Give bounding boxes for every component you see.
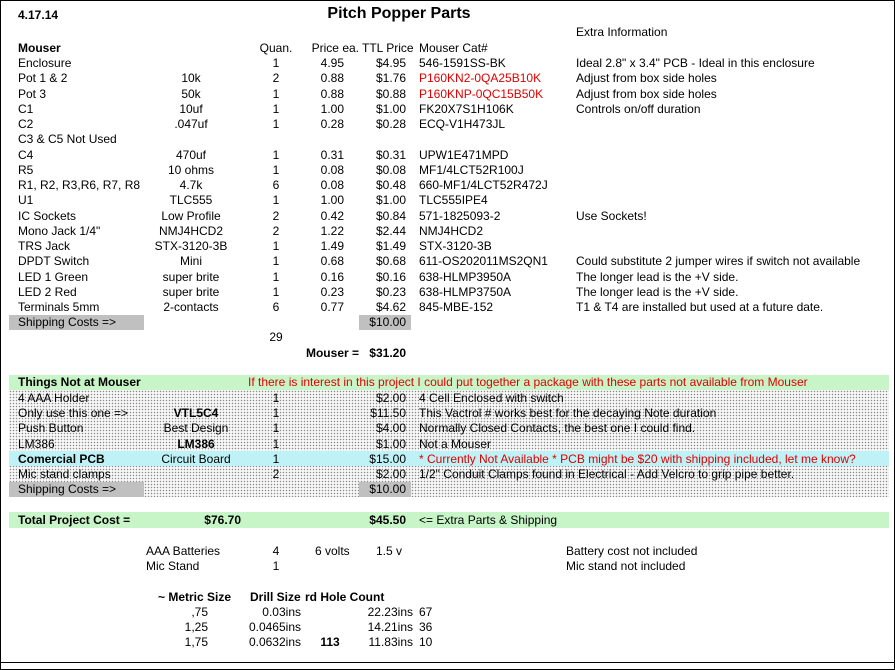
other-part-value: Circuit Board [161,452,231,466]
part-value: Mini [179,254,203,268]
part-value: 10 ohms [167,163,215,177]
part-quantity: 1 [272,239,280,253]
part-price-each: 0.68 [320,254,344,268]
other-part-quantity: 2 [272,467,280,481]
part-extra-info: The longer lead is the +V side. [576,270,739,284]
other-part-description: 1/2" Conduit Clamps found in Electrical - Add Velcro to grip pipe better. [419,467,795,481]
other-part-quantity: 1 [272,391,280,405]
total-price-column-header: TTL Price [362,41,414,55]
part-catalog-number: TLC555IPE4 [419,193,488,207]
extra-item-name: AAA Batteries [146,544,221,558]
drill-header-hole-count: rd Hole Count [305,590,385,604]
part-name: DPDT Switch [18,254,90,268]
part-catalog-number: MF1/4LCT52R100J [419,163,524,177]
part-quantity: 1 [272,285,280,299]
part-catalog-number: UPW1E471MPD [419,148,509,162]
quantity-sum: 29 [269,330,283,344]
other-part-description: * Currently Not Available * PCB might be $20 with shipping included, let me know? [419,452,856,466]
part-catalog-number: 571-1825093-2 [419,209,501,223]
extra-info-label: Extra Information [576,25,668,39]
part-price-each: 0.28 [320,117,344,131]
part-value: 10uf [179,102,203,116]
part-price-each: 0.08 [320,178,344,192]
drill-header-drill-size: Drill Size [250,590,301,604]
part-value: 10k [181,71,201,85]
part-name: U1 [18,193,34,207]
part-name: Pot 3 [18,87,47,101]
part-name: Pot 1 & 2 [18,71,68,85]
part-value: 4.7k [179,178,203,192]
part-name: LED 2 Red [18,285,77,299]
part-name: Mono Jack 1/4" [18,224,101,238]
part-total-price: $1.00 [375,102,406,116]
part-name: R5 [18,163,34,177]
part-extra-info: Adjust from box side holes [576,87,717,101]
part-quantity: 6 [272,178,280,192]
part-catalog-number: P160KNP-0QC15B50K [419,87,544,101]
mouser-total-label: Mouser = [305,346,359,360]
drill-metric-size: ,75 [191,605,208,619]
part-total-price: $0.31 [375,148,406,162]
drill-size: 0.03ins [262,605,301,619]
part-quantity: 1 [272,117,280,131]
part-extra-info: T1 & T4 are installed but used at a future date. [576,300,824,314]
part-price-each: 0.42 [320,209,344,223]
part-quantity: 2 [272,224,280,238]
part-total-price: $0.16 [375,270,406,284]
part-total-price: $0.68 [375,254,406,268]
part-catalog-number: 845-MBE-152 [419,300,494,314]
part-quantity: 1 [272,270,280,284]
other-part-quantity: 1 [272,452,280,466]
part-quantity: 1 [272,87,280,101]
part-extra-info: Use Sockets! [576,209,647,223]
other-part-value: LM386 [177,437,215,451]
not-mouser-header: Things Not at Mouser [18,375,141,389]
drill-hole-count: 36 [419,620,433,634]
extra-item-note: Mic stand not included [566,559,686,573]
other-part-value: Best Design [163,421,229,435]
shipping2-label: Shipping Costs => [18,482,117,496]
other-part-value: VTL5C4 [173,406,219,420]
part-name: Terminals 5mm [18,300,100,314]
part-catalog-number: 546-1591SS-BK [419,56,506,70]
drill-hole-count: 10 [419,635,433,649]
drill-hole-size: 22.23ins [367,605,413,619]
part-price-each: 1.22 [320,224,344,238]
part-name: C1 [18,102,34,116]
not-mouser-note: If there is interest in this project I could put together a package with these parts not available from Mouser [248,375,808,389]
other-part-description: Normally Closed Contacts, the best one I could find. [419,421,696,435]
part-extra-info: Adjust from box side holes [576,71,717,85]
part-quantity: 6 [272,300,280,314]
part-name: C3 & C5 Not Used [18,132,117,146]
shipping-label: Shipping Costs => [18,315,117,329]
part-catalog-number: FK20X7S1H106K [419,102,514,116]
extra-item-spec: 6 volts [315,544,350,558]
other-part-name: Only use this one => [18,406,129,420]
part-name: R1, R2, R3,R6, R7, R8 [18,178,141,192]
other-part-quantity: 1 [272,437,280,451]
part-extra-info: Ideal 2.8" x 3.4" PCB - Ideal in this enclosure [576,56,815,70]
part-name: C4 [18,148,34,162]
part-name: IC Sockets [18,209,77,223]
other-part-description: 4 Cell Enclosed with switch [419,391,564,405]
part-catalog-number: 638-HLMP3750A [419,285,512,299]
part-name: Enclosure [18,56,72,70]
part-value: .047uf [174,117,208,131]
part-price-each: 1.49 [320,239,344,253]
other-part-total: $1.00 [375,437,406,451]
other-part-total: $2.00 [375,467,406,481]
other-part-name: Mic stand clamps [18,467,111,481]
part-quantity: 1 [272,163,280,177]
shipping-total: $10.00 [369,315,406,329]
part-total-price: $0.08 [375,163,406,177]
part-total-price: $0.23 [375,285,406,299]
part-price-each: 1.00 [320,102,344,116]
part-quantity: 1 [272,254,280,268]
other-part-name: 4 AAA Holder [18,391,90,405]
part-value: 470uf [175,148,207,162]
other-part-total: $11.50 [370,406,406,420]
part-value: STX-3120-3B [154,239,228,253]
other-part-total: $4.00 [375,421,406,435]
part-price-each: 0.31 [320,148,344,162]
part-price-each: 0.77 [320,300,344,314]
part-catalog-number: 611-OS202011MS2QN1 [419,254,548,268]
sheet-date: 4.17.14 [18,8,59,22]
quantity-column-header: Quan. [259,41,293,55]
drill-metric-size: 1,25 [184,620,208,634]
other-part-name: Push Button [18,421,84,435]
price-each-column-header: Price ea. [311,41,359,55]
extra-item-quantity: 4 [272,544,280,558]
sheet-title: Pitch Popper Parts [327,5,471,22]
part-value: Low Profile [161,209,221,223]
project-total-value: $76.70 [204,513,241,527]
catalog-column-header: Mouser Cat# [419,41,488,55]
part-extra-info: Could substitute 2 jumper wires if switch not available [576,254,861,268]
part-catalog-number: STX-3120-3B [419,239,492,253]
drill-size: 0.0632ins [248,635,301,649]
part-catalog-number: P160KN2-0QA25B10K [419,71,542,85]
part-name: TRS Jack [18,239,71,253]
extra-item-name: Mic Stand [146,559,200,573]
part-catalog-number: 638-HLMP3950A [419,270,512,284]
mouser-total-value: $31.20 [369,346,406,360]
other-part-total: $2.00 [375,391,406,405]
part-total-price: $0.48 [375,178,406,192]
part-total-price: $4.62 [375,300,406,314]
part-quantity: 2 [272,71,280,85]
part-catalog-number: ECQ-V1H473JL [419,117,506,131]
part-price-each: 0.88 [320,71,344,85]
part-price-each: 4.95 [320,56,344,70]
other-part-total: $15.00 [369,452,406,466]
other-part-name: Comercial PCB [18,452,105,466]
extra-item-spec-2: 1.5 v [376,544,403,558]
part-total-price: $1.49 [375,239,406,253]
part-total-price: $1.00 [375,193,406,207]
project-total-label: Total Project Cost = [18,513,131,527]
part-total-price: $0.84 [375,209,406,223]
part-total-price: $0.88 [375,87,406,101]
part-total-price: $0.28 [375,117,406,131]
part-total-price: $2.44 [375,224,406,238]
part-value: NMJ4HCD2 [158,224,224,238]
drill-number: 113 [320,635,340,649]
part-value: super brite [162,270,220,284]
part-value: 50k [181,87,201,101]
part-name: LED 1 Green [18,270,89,284]
part-catalog-number: NMJ4HCD2 [419,224,484,238]
extra-parts-total: $45.50 [369,513,406,527]
shipping2-total: $10.00 [369,482,406,496]
other-part-description: Not a Mouser [419,437,492,451]
part-catalog-number: 660-MF1/4LCT52R472J [419,178,548,192]
part-total-price: $4.95 [375,56,406,70]
part-value: super brite [162,285,220,299]
drill-size: 0.0465ins [248,620,301,634]
part-extra-info: Controls on/off duration [576,102,701,116]
vendor-column-header: Mouser [18,41,61,55]
part-quantity: 1 [272,193,280,207]
drill-header-metric: ~ Metric Size [158,590,232,604]
part-price-each: 0.08 [320,163,344,177]
drill-metric-size: 1,75 [184,635,208,649]
part-name: C2 [18,117,34,131]
other-part-name: LM386 [18,437,55,451]
part-price-each: 1.00 [320,193,344,207]
other-part-quantity: 1 [272,421,280,435]
part-quantity: 1 [272,102,280,116]
drill-hole-count: 67 [419,605,433,619]
part-quantity: 1 [272,148,280,162]
part-quantity: 2 [272,209,280,223]
extra-item-note: Battery cost not included [566,544,698,558]
part-extra-info: The longer lead is the +V side. [576,285,739,299]
part-total-price: $1.76 [375,71,406,85]
part-price-each: 0.23 [320,285,344,299]
part-price-each: 0.88 [320,87,344,101]
part-value: 2-contacts [163,300,219,314]
extra-parts-note: <= Extra Parts & Shipping [419,513,558,527]
drill-hole-size: 11.83ins [368,635,413,649]
other-part-description: This Vactrol # works best for the decaying Note duration [419,406,717,420]
drill-hole-size: 14.21ins [367,620,413,634]
part-price-each: 0.16 [320,270,344,284]
extra-item-quantity: 1 [272,559,280,573]
other-part-quantity: 1 [272,406,280,420]
part-value: TLC555 [169,193,213,207]
part-quantity: 1 [272,56,280,70]
